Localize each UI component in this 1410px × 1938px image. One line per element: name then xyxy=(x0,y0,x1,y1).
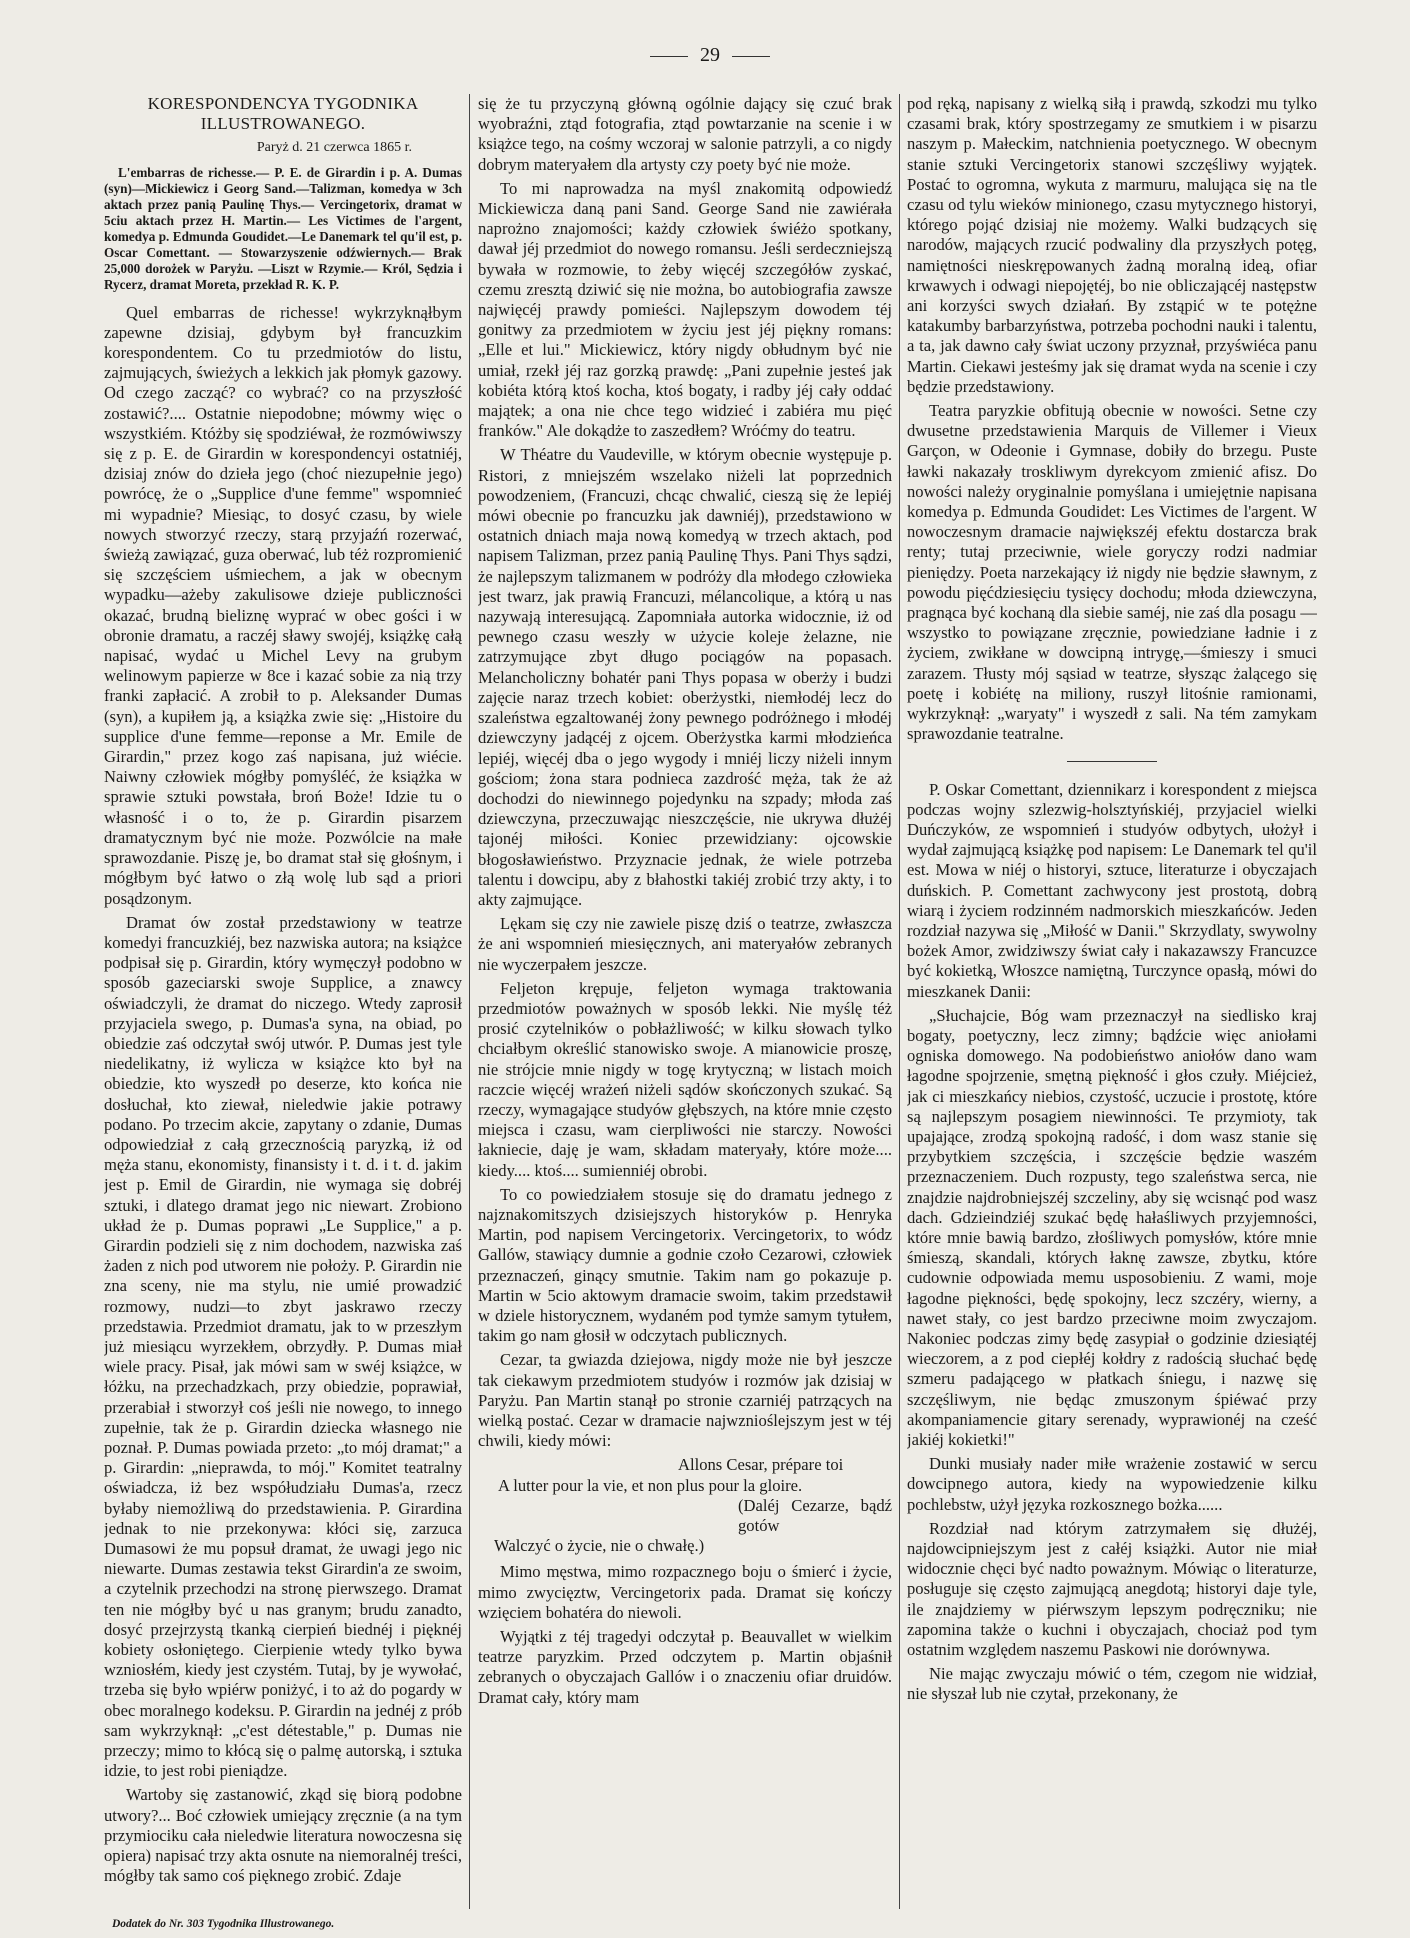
dateline: Paryż d. 21 czerwca 1865 r. xyxy=(256,140,412,156)
page-number-text: 29 xyxy=(700,44,720,66)
paragraph: To co powiedziałem stosuje się do dramatu jednego z najznakomitszych dzisiejszych historyków p. Henryka Martin, pod napisem Vercingetorix. Vercingetorix, to wódz Gallów, stawiący dumnie a godnie czoło Cezarowi, człowiek przeznaczeń, ginący smutnie. Takim nam go pokazuje p. Martin w 5cio aktowym dramacie swoim, takim przedstawił w dziele historycznem, wydaném pod tymże samym tytułem, takim go nam głosił w odczytach publicznych. xyxy=(478,1184,892,1346)
column-1 xyxy=(104,94,462,1914)
paragraph: Wyjątki z téj tragedyi odczytał p. Beauvallet w wielkim teatrze paryzkim. Przed odczytem p. Martin objaśnił zebranych o obyczajach Gallów i o znaczeniu ofiar druidów. Dramat cały, który mam xyxy=(478,1627,892,1707)
verse-line: A lutter pour la vie, et non plus pour la gloire. xyxy=(498,1475,803,1495)
paragraph: Quel embarras de richesse! wykrzyknąłbym zapewne dzisiaj, gdybym był francuzkim korespondentem. Co tu przedmiotów do listu, zajmujących, świeżych a lekkich jak płomyk gazowy. Od czego zacząć? co wybrać? co na przyszłość zostawić?.... Ostatnie niepodobne; mówmy więc o wszystkiém. Któżby się spodziéwał, że rozmówiwszy się z p. E. de Girardin w korespondencyi ostatniéj, dzisiaj znów do dzieła jego (choć niezupełnie jego) powrócę, że o „Supplice d'une femme" wspomnieć mi wypadnie? Miesiąc, to dosyć czasu, by wiele nowych stworzyć rzeczy, starą przyjaźń rozerwać, świeżą zawiązać, guza oberwać, lub téż rozpromienić się szczęściem uśmiechem, a jak w obecnym wypadku—ażeby zakulisowe dzieje publiczności okazać, brudną bieliznę wyprać w obec gości i w obronie dramatu, a raczéj sławy swojéj, książkę całą napisać, wydać u Michel Levy na grubym welinowym papierze w 8ce i kazać sobie za nią trzy franki zapłacić. A zrobił to p. Aleksander Dumas (syn), a kupiłem ją, a książka zwie się: „Histoire du supplice d'une femme—reponse a Mr. Emile de Girardin," przez kogo zaś napisana, już wiécie. Naiwny człowiek mógłby pomyśléć, że książka w sprawie sztuki powstała, broń Boże! Idzie tu o własność i o to, że p. Girardin pisarzem dramatycznym być nie może. Pozwólcie na małe sprawozdanie. Piszę je, bo dramat stał się głośnym, i mógłbym być łatwo o złą wolę lub sąd a priori posądzonym. xyxy=(104,302,462,908)
article-heading: KORESPONDENCYA TYGODNIKA ILLUSTROWANEGO. xyxy=(147,94,419,134)
paragraph: się że tu przyczyną główną ogólnie dający się czuć brak wyobraźni, ztąd fotografia, ztąd powtarzanie na scenie i w książce tego, na cośmy wczoraj w salonie patrzyli, a co nigdy dobrym materyałem dla artysty czy poety być nie może. xyxy=(478,94,892,174)
paragraph: „Słuchajcie, Bóg wam przeznaczył na siedlisko kraj bogaty, poetyczny, lecz zimny; bądźcie więc aniołami ogniska domowego. Na podobieństwo aniołów dano wam łagodne spojrzenie, smętną piękność i głos czuły. Miéjcież, jak ci mieszkańcy niebios, czystość, uczucie i prostotę, które są najlepszym posagiem niewinności. Te przymioty, tak upajające, zrodzą spokojną radość, i dom wasz stanie się przybytkiem szczęścia, i szczęście będzie waszém przeznaczeniem. Duch rozpusty, tego szaleństwa serca, nie znajdzie najdrobniejszéj szczeliny, aby się wcisnąć pod wasz dach. Gdzieindziéj szukać będę hałaśliwych przyjemności, które mnie bawią bardzo, złośliwych pomysłów, które mnie śmieszą, skandali, których łaknę zawsze, zbytku, które cudownie odpowiada memu usposobieniu. Z wami, moje łagodne piękności, będę spokojny, lecz szczéry, wierny, a nawet stały, co jest bardzo przeciwne moim zwyczajom. Nakoniec podczas zimy będę zasypiał o godzinie dziesiątéj wieczorem, a z pod ciepłéj kołdry z radością słuchać będę szmeru padającego w płatkach śniegu, i nazwę się szczęśliwym, nie będąc zmuszonym śpiéwać przy akompaniamencie gitary serenady, wyprawionéj na cześć jakiéj kokietki!" xyxy=(907,1005,1317,1449)
dash-right xyxy=(732,56,770,57)
paragraph: Nie mając zwyczaju mówić o tém, czegom nie widział, nie słyszał lub nie czytał, przekonany, że xyxy=(907,1664,1317,1704)
paragraph: Teatra paryzkie obfitują obecnie w nowości. Setne czy dwusetne przedstawienia Marquis de Villemer i Vieux Garçon, w Odeonie i Gymnase, dobiły do brzegu. Puste ławki nakazały troskliwym dyrekcyom zmienić afisz. Do nowości należy oryginalnie pomyślana i umiejętnie napisana komedya p. Edmunda Goudidet: Les Victimes de l'argent. W nowoczesnym dramacie największéj efektu dostarcza brak renty; tutaj przeciwnie, wiele goryczy rodzi nadmiar pieniędzy. Poeta narzekający iż nigdy nie będzie sławnym, z powodu pięćdziesięciu tysięcy dochodu; młoda dziewczyna, pragnąca być kochaną dla siebie saméj, nie zaś dla posagu — wszystko to powiązane zręcznie, powiedziane ładnie i z życiem, zwikłane w dowcipną intrygę,—śmieszy i smuci zarazem. Tłusty mój sąsiad w teatrze, słysząc żalącego się poetę i kobiétę na miliony, ruszył litośnie ramionami, wykrzyknął: „waryaty" i wyszedł z sali. Na tém zamykam sprawozdanie teatralne. xyxy=(907,401,1317,744)
column-2 xyxy=(478,94,892,1914)
verse-line: (Daléj Cezarze, bądź gotów xyxy=(738,1495,892,1536)
verse-quote xyxy=(478,1455,892,1556)
column-divider xyxy=(899,94,900,1909)
dash-left xyxy=(650,56,688,57)
paragraph: Dramat ów został przedstawiony w teatrze komedyi francuzkiéj, bez nazwiska autora; na książce podpisał się p. Girardin, który wymęczył podobno w sposób gazeciarski swoje Supplice, a znawcy oświadczyli, że dramat do niczego. Wtedy zaprosił przyjaciela swego, p. Dumas'a syna, na obiad, po obiedzie zaś odczytał swój utwór. P. Dumas jest tyle niedelikatny, iż wylicza w książce kto był na obiedzie, kto wyszedł po deserze, kto końca nie dosłuchał, kto ziewał, nieledwie jakie potrawy podano. Po trzecim akcie, zapytany o zdanie, Dumas odpowiedział z całą grzecznością paryzką, iż od męża stanu, ekonomisty, finansisty i t. d. i t. d. jakim jest p. Emil de Girardin, nie wymaga się dobréj sztuki, i dlatego dramat jego nic niewart. Zrobiono układ że p. Dumas poprawi „Le Supplice," a p. Girardin podzieli się z nim dochodem, nazwiska zaś żaden z nich pod utworem nie położy. P. Girardin nie zna sceny, nie ma stylu, nie umié prowadzić rozmowy, nudzi—to zbyt jaskrawo rzeczy przedstawia. Przedmiot dramatu, jak to w przeszłym już miesiącu wyrzekłem, obrzydły. P. Dumas miał wiele pracy. Pisał, jak mówi sam w swéj książce, w łóżku, na przechadzkach, przy obiedzie, poprawiał, przerabiał i stworzył coś jeśli nie nowego, to innego zupełnie, tak że p. Girardin dziecka własnego nie poznał. P. Dumas powiada przeto: „to mój dramat;" a p. Girardin: „nieprawda, to mój." Komitet teatralny oświadcza, iż bez współudziału Dumas'a, rzecz byłaby niemożliwą do przedstawienia. P. Girardina jednak to nie przekonywa: kłóci się, zarzuca Dumasowi że mu popsuł dramat, że uwagi jego nic niewarte. Dumas zestawia tekst Girardin'a ze swoim, a czytelnik przechodzi na stronę pierwszego. Dramat ten nie mógłby być u nas granym; brudu zanadto, dosyć przejrzystą tkanką cierpień biednéj i pięknéj kobiety osłoniętego. Cierpienie wtedy tylko bywa wzniosłém, kiedy jest czystém. Tutaj, by je wywołać, trzeba się było wpiérw poniżyć, i to aż do pogardy w obec moralnego kodeksu. P. Girardin na jednéj z prób sam wykrzyknął: „c'est détestable," p. Dumas nie przeczy; mimo to kłócą się o palmę autorską, i sztuka idzie, to jest robi pieniądze. xyxy=(104,912,462,1781)
column-3 xyxy=(907,94,1317,1914)
paragraph: To mi naprowadza na myśl znakomitą odpowiedź Mickiewicza daną pani Sand. George Sand nie zawiérała naprożno znajomości; każdy człowiek świéżo spotkany, dawał jéj przedmiot do nowego romansu. Jeśli serdeczniejszą bywała w rozmowie, to żeby więcéj szczegółów zyskać, czemu zresztą dziwić się nie można, bo autobiografia zawsze najwięcéj prawdy pomieści. Najlepszym dowodem téj gonitwy za przedmiotem w życiu jest jéj piękny romans: „Elle et lui." Mickiewicz, który nigdy obłudnym być nie umiał, rzekł jéj raz gorzką prawdę: „Pani zupełnie jesteś jak kobiéta którą ktoś kocha, ktoś bogaty, i radby jéj cały oddać majątek; a ona nie chce tego widzieć i zabiéra mu pięć franków." Ale dokądże to zaszedłem? Wróćmy do teatru. xyxy=(478,178,892,441)
verse-line: Allons Cesar, prépare toi xyxy=(678,1455,844,1475)
paragraph: Feljeton krępuje, feljeton wymaga traktowania przedmiotów poważnych w sposób lekki. Nie myślę téż prosić czytelników o pobłażliwość; w kilku słowach tylko chciałbym określić stanowisko swoje. A mianowicie proszę, nie strójcie mnie nigdy w togę krytyczną; w listach moich raczcie więcéj wrażeń niżeli sądów skończonych szukać. Są rzeczy, wymagające studyów głębszych, na które mnie często miejsca i czasu, wam cierpliwości nie starczy. Nowości łakniecie, daję je wam, składam materyały, które może.... kiedy.... ktoś.... sumienniéj obrobi. xyxy=(478,978,892,1180)
paragraph: Wartoby się zastanowić, zkąd się biorą podobne utwory?... Boć człowiek umiejący zręcznie (a na tym przymiociku cała nieledwie literatura nowoczesna się opiera) napisać trzy akta osnute na niemoralnéj treści, mógłby tak samo coś pięknego zrobić. Zdaje xyxy=(104,1785,462,1886)
article-summary: L'embarras de richesse.— P. E. de Girardin i p. A. Dumas (syn)—Mickiewicz i Georg Sand.—Talizman, komedya w 3ch aktach przez panią Paulinę Thys.— Vercingetorix, dramat w 5ciu aktach przez H. Martin.— Les Victimes de l'argent, komedya p. Edmunda Goudidet.—Le Danemark tel qu'il est, p. Oscar Comettant. — Stowarzyszenie odźwiernych.— Brak 25,000 dorożek w Paryżu. —Liszt w Rzymie.— Król, Sędzia i Rycerz, dramat Moreta, przekład R. K. P. xyxy=(104,164,462,292)
footer-note: Dodatek do Nr. 303 Tygodnika Illustrowanego. xyxy=(112,1918,335,1930)
paragraph: Cezar, ta gwiazda dziejowa, nigdy może nie był jeszcze tak ciekawym przedmiotem studyów i rozmów jak dzisiaj w Paryżu. Pan Martin stanął po stronie czarniéj patrzących na wielką postać. Cezar w dramacie najwznioślejszym jest w téj chwili, kiedy mówi: xyxy=(478,1350,892,1451)
section-divider xyxy=(1067,761,1157,762)
paragraph: pod ręką, napisany z wielką siłą i prawdą, szkodzi mu tylko czasami brak, który spostrzegamy ze smutkiem i w pisarzu naszym p. Małeckim, natchnienia poetycznego. W obecnym stanie sztuki Vercingetorix stanowi szczęśliwy wyjątek. Postać to ogromna, wykuta z marmuru, malująca się na tle czasu od tylu wieków minionego, czasu mytycznego historyi, którego pojąć dzisiaj nie możemy. Walki budzących się narodów, mających rzucić podwaliny dla przyszłych potęg, namiętności nieskrępowanych żadną moralną ideą, ofiar krwawych i odwagi niepojętéj, bo nie obliczającéj następstw ani korzyści swych działań. By zstąpić w te potężne katakumby barbarzyństwa, potrzeba pochodni nauki i talentu, a ta, jak dawno cały świat uczony przyznał, przyświéca panu Martin. Ciekawi jesteśmy jak się dramat wyda na scenie i czy będzie przedstawiony. xyxy=(907,94,1317,396)
paragraph: Lękam się czy nie zawiele piszę dziś o teatrze, zwłaszcza że ani wspomnień miesięcznych, ani materyałów zebranych nie wyczerpałem jeszcze. xyxy=(478,914,892,974)
paragraph: Rozdział nad którym zatrzymałem się dłużéj, najdowcipniejszym jest z całéj książki. Autor nie miał widocznie chęci być nadto poważnym. Mówiąc o literaturze, posługuje się często zajmującą anegdotą; historyi daje tyle, ile znajdziemy w piérwszym lepszym podręczniku; nie zapomina także o kuchni i obyczajach, chociaż pod tym ostatnim względem naszemu Paskowi nie dorównywa. xyxy=(907,1518,1317,1660)
column-divider xyxy=(469,94,470,1909)
verse-line: Walczyć o życie, nie o chwałę.) xyxy=(494,1536,705,1556)
paragraph: P. Oskar Comettant, dziennikarz i korespondent z miejsca podczas wojny szlezwig-holsztyńskiéj, przyjaciel wielki Duńczyków, ze wspomnień i studyów odbytych, ułożył i wydał zajmującą książkę pod napisem: Le Danemark tel qu'il est. Mowa w niéj o historyi, sztuce, literaturze i obyczajach duńskich. P. Comettant zachwycony jest prostotą, dobrą wiarą i życiem rodzinném nadmorskich mieszkańców. Jeden rozdział nazywa się „Miłość w Danii." Skrzydlaty, swywolny bożek Amor, zwidziwszy świat cały i nakazawszy Francuzce być kokietką, Włoszce namiętną, Turczynce opasłą, mówi do mieszkanek Danii: xyxy=(907,779,1317,1001)
paragraph: W Théatre du Vaudeville, w którym obecnie występuje p. Ristori, z mniejszém wszelako niżeli lat poprzednich powodzeniem, (Francuzi, chcąc chwalić, cieszą się że lepiéj mówi obecnie po francuzku jak dawniéj), przedstawiono w ostatnich dniach maja nową komedyą w trzech aktach, pod napisem Talizman, przez panią Paulinę Thys. Pani Thys sądzi, że najlepszym talizmanem w podróży dla młodego człowieka jest twarz, jak prawią Francuzi, mélancolique, a którą u nas nazywają interesującą. Zapomniała autorka widocznie, iż od pewnego czasu weszły w użycie koleje żelazne, nie zatrzymujące zbyt długo pociągów na popasach. Melancholiczny bohatér pani Thys popasa w oberży i budzi zajęcie naraz trzech kobiet: oberżystki, niemłodéj lecz do szaleństwa egzaltowanéj żony pewnego podróżnego i młodéj dziewczyny jadącéj z ojcem. Oberżystka karmi młodzieńca lepiéj, więcéj dba o jego wygody i mniéj liczy niżeli innym gościom; żona stara podnieca zazdrość męża, tak że aż dochodzi do niewinnego pojedynku na szpady; młoda zaś dziewczyna, przeczuwając nieszczęście, nie ukrywa dłużéj tajonéj miłości. Koniec przewidziany: ojcowskie błogosławieństwo. Przyznacie jednak, że wiele potrzeba talentu i dowcipu, aby z błahostki takiéj zrobić trzy akty, i to akty zajmujące. xyxy=(478,445,892,909)
paragraph: Mimo męstwa, mimo rozpacznego boju o śmierć i życie, mimo zwycięztw, Vercingetorix pada. Dramat się kończy wzięciem bohatéra do niewoli. xyxy=(478,1562,892,1622)
paragraph: Dunki musiały nader miłe wrażenie zostawić w sercu dowcipnego autora, kiedy na wypowiedzenie kilku pochlebstw, użył języka rozkosznego bożka...... xyxy=(907,1454,1317,1514)
page-number xyxy=(610,44,810,67)
